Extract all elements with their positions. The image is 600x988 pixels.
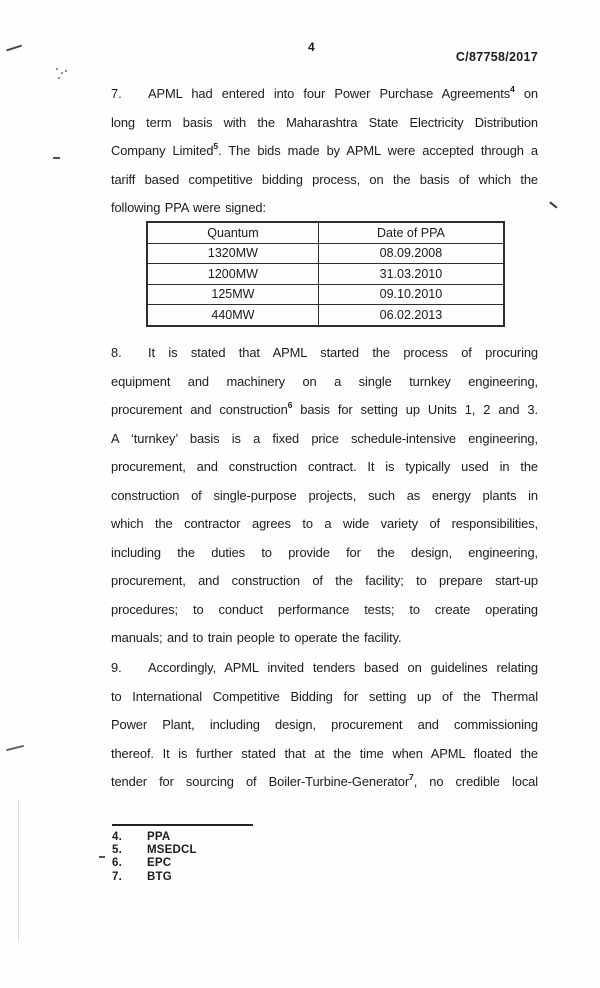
text-line: manuals; and to train people to operate the facility. xyxy=(111,630,402,645)
footnote-reference: 7 xyxy=(409,771,414,782)
text-line: construction of single-purpose projects, such as energy plants in xyxy=(111,487,538,503)
footnote-number: 6. xyxy=(112,857,122,870)
footnote-reference: 4 xyxy=(510,83,515,94)
ppa-table xyxy=(146,221,505,327)
footnote-reference: 5 xyxy=(213,140,219,151)
footnote-item xyxy=(112,871,197,884)
table-row xyxy=(147,243,504,264)
footnote-reference: 6 xyxy=(287,399,293,410)
table-header-cell: Quantum xyxy=(147,222,318,243)
footnote-number: 5. xyxy=(112,844,122,857)
margin-dash-mark-footnote xyxy=(99,856,105,858)
text-line: equipment and machinery on a single turnkey engineering, xyxy=(111,373,538,389)
text-line: Power Plant, including design, procurement and commissioning xyxy=(111,717,538,732)
text-line: thereof. It is further stated that at the time when APML floated the xyxy=(111,745,538,761)
table-cell: 06.02.2013 xyxy=(318,305,504,326)
text-line: 7. APML had entered into four Power Purchase Agreements$^4$ on xyxy=(111,80,538,109)
footnote-item xyxy=(112,831,197,844)
footnote-number: 7. xyxy=(112,870,122,883)
footnote-item xyxy=(112,844,197,857)
text-line: tariff based competitive bidding process, on the basis of which the xyxy=(111,171,538,187)
footnote-label: BTG xyxy=(147,870,172,883)
paragraph-number: 7. xyxy=(111,86,122,101)
paragraph-number: 9. xyxy=(111,660,122,675)
text-line: which the contractor agrees to a wide variety of responsibilities, xyxy=(111,516,538,531)
text-line: tender for sourcing of Boiler-Turbine-Generator$^7$, no credible local xyxy=(111,771,538,789)
scan-edge-line xyxy=(18,800,19,942)
footnotes-block xyxy=(112,831,197,884)
table-cell: 125MW xyxy=(147,284,318,305)
scan-speck xyxy=(61,72,63,74)
table-row xyxy=(147,305,504,326)
ppa-table-body xyxy=(147,243,504,326)
text-line: 8. It is stated that APML started the process of procuring xyxy=(111,339,538,368)
text-line: to International Competitive Bidding for setting up of the Thermal xyxy=(111,688,538,704)
scan-speck xyxy=(58,77,60,79)
table-cell: 09.10.2010 xyxy=(318,284,504,305)
tick-mark-right xyxy=(549,201,557,208)
page-number: 4 xyxy=(308,40,315,54)
paragraph-9 xyxy=(111,654,538,797)
table-cell: 1320MW xyxy=(147,243,318,264)
table-row xyxy=(147,264,504,285)
footnote-separator-rule xyxy=(112,824,253,826)
text-line: including the duties to provide for the design, engineering, xyxy=(111,544,538,560)
pen-stroke-left-margin xyxy=(6,745,24,751)
pen-stroke-top-left xyxy=(6,45,22,51)
footnote-item xyxy=(112,857,197,870)
table-cell: 440MW xyxy=(147,305,318,326)
table-header-row xyxy=(147,222,504,243)
paragraph-7 xyxy=(111,80,538,223)
table-cell: 08.09.2008 xyxy=(318,243,504,264)
table-cell: 1200MW xyxy=(147,264,318,285)
footnote-number: 4. xyxy=(112,831,122,843)
table-header-cell: Date of PPA xyxy=(318,222,504,243)
margin-dash-mark xyxy=(53,157,60,159)
scan-speck xyxy=(56,68,58,70)
case-reference: C/87758/2017 xyxy=(455,50,538,64)
paragraph-number: 8. xyxy=(111,345,122,360)
text-line: procurement, and construction of the facility; to prepare start-up xyxy=(111,573,538,588)
text-line: following PPA were signed: xyxy=(111,200,266,215)
text-line: long term basis with the Maharashtra State Electricity Distribution xyxy=(111,114,538,130)
paragraph-8 xyxy=(111,339,538,653)
footnote-label: MSEDCL xyxy=(147,844,197,857)
text-line: procurement and construction$^6$ basis for setting up Units 1, 2 and 3. xyxy=(111,399,538,417)
footnote-label: EPC xyxy=(147,857,172,870)
text-line: A ‘turnkey’ basis is a fixed price schedule-intensive engineering, xyxy=(111,430,538,446)
footnote-label: PPA xyxy=(147,831,171,843)
text-line: procurement, and construction contract. It is typically used in the xyxy=(111,459,538,474)
table-cell: 31.03.2010 xyxy=(318,264,504,285)
table-row xyxy=(147,284,504,305)
scan-speck xyxy=(65,70,67,72)
text-line: Company Limited$^5$. The bids made by APML were accepted through a xyxy=(111,140,538,158)
ppa-table-header xyxy=(147,222,504,243)
text-line: procedures; to conduct performance tests; to create operating xyxy=(111,601,538,617)
text-line: 9. Accordingly, APML invited tenders based on guidelines relating xyxy=(111,654,538,683)
